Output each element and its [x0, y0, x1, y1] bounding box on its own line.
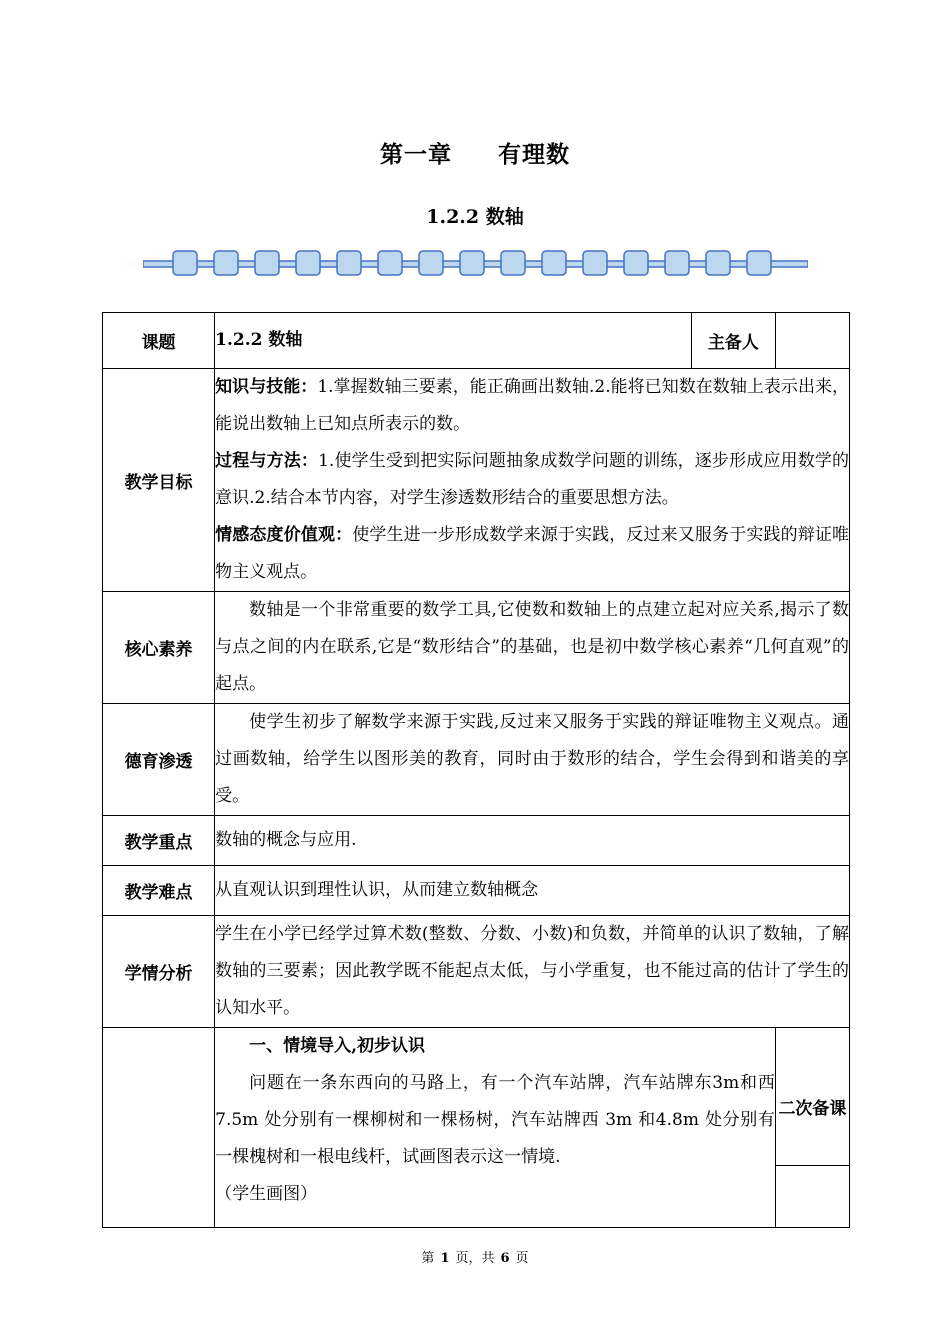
divider-bead	[173, 251, 197, 275]
divider-bead	[706, 251, 730, 275]
chapter-title	[0, 136, 950, 169]
topic-label: 课题	[103, 313, 215, 369]
objective-attitude: 情感态度价值观：使学生进一步形成数学来源于实践，反过来又服务于实践的辩证唯物主义观点。	[215, 525, 850, 582]
current-page: 1	[440, 1251, 450, 1266]
objective-process: 过程与方法：1.使学生受到把实际问题抽象成数学问题的训练，逐步形成应用数学的意识.2.结合本节内容，对学生渗透数形结合的重要思想方法。	[215, 451, 850, 508]
key-label: 教学重点	[103, 816, 215, 866]
divider-bead	[501, 251, 525, 275]
divider-bead	[460, 251, 484, 275]
objective-knowledge: 知识与技能：1.掌握数轴三要素，能正确画出数轴.2.能将已知数在数轴上表示出来，能说出数轴上已知点所表示的数。	[215, 377, 850, 434]
second-prep-cell	[775, 1028, 849, 1228]
objectives-label: 教学目标	[103, 369, 215, 592]
preparer-label: 主备人	[691, 313, 775, 369]
divider-bead	[583, 251, 607, 275]
topic-value: 1.2.2 数轴	[215, 313, 692, 369]
chapter-number: 第一章	[380, 141, 452, 168]
core-label: 核心素养	[103, 592, 215, 704]
divider-bead	[378, 251, 402, 275]
objectives-content	[215, 369, 850, 592]
core-text: 数轴是一个非常重要的数学工具,它使数和数轴上的点建立起对应关系,揭示了数与点之间的内在联系,它是“数形结合”的基础，也是初中数学核心素养“几何直观”的起点。	[215, 592, 850, 704]
analysis-text: 学生在小学已经学过算术数(整数、分数、小数)和负数，并简单的认识了数轴，了解数轴的三要素；因此教学既不能起点太低，与小学重复，也不能过高的估计了学生的认知水平。	[215, 916, 850, 1028]
row-moral	[103, 704, 850, 816]
divider-bead	[337, 251, 361, 275]
moral-label: 德育渗透	[103, 704, 215, 816]
chapter-name: 有理数	[498, 141, 570, 168]
divider-bead	[296, 251, 320, 275]
divider-bead	[419, 251, 443, 275]
key-text: 数轴的概念与应用.	[215, 816, 850, 866]
row-process	[103, 1028, 850, 1228]
difficulty-text: 从直观认识到理性认识，从而建立数轴概念	[215, 866, 850, 916]
analysis-label: 学情分析	[103, 916, 215, 1028]
divider-bead	[214, 251, 238, 275]
second-prep-label: 二次备课	[776, 1089, 849, 1166]
total-pages: 6	[500, 1251, 510, 1266]
difficulty-label: 教学难点	[103, 866, 215, 916]
row-key	[103, 816, 850, 866]
row-objectives	[103, 369, 850, 592]
process-content	[215, 1028, 776, 1228]
divider-beads	[173, 251, 771, 275]
process-heading: 一、情境导入,初步认识	[249, 1036, 426, 1056]
divider-bead	[747, 251, 771, 275]
row-topic	[103, 313, 850, 369]
section-title: 1.2.2 数轴	[426, 206, 524, 228]
process-label-empty	[103, 1028, 215, 1228]
process-text: 问题在一条东西向的马路上，有一个汽车站牌，汽车站牌东3m和西 7.5m 处分别有一棵柳树和一棵杨树，汽车站牌西 3m 和4.8m 处分别有一棵槐树和一根电线杆，试画图表示这一情境.	[215, 1073, 775, 1167]
lesson-plan-table	[102, 312, 850, 1228]
divider-bead	[624, 251, 648, 275]
page-footer: 第 1 页，共 6 页	[421, 1251, 529, 1266]
divider-bead	[255, 251, 279, 275]
decorative-bead-divider	[143, 248, 808, 280]
row-difficulty	[103, 866, 850, 916]
row-core	[103, 592, 850, 704]
divider-bead	[665, 251, 689, 275]
preparer-value	[775, 313, 849, 369]
divider-bead	[542, 251, 566, 275]
row-analysis	[103, 916, 850, 1028]
process-note: （学生画图）	[215, 1184, 318, 1204]
moral-text: 使学生初步了解数学来源于实践,反过来又服务于实践的辩证唯物主义观点。通过画数轴，给学生以图形美的教育，同时由于数形的结合，学生会得到和谐美的享受。	[215, 704, 850, 816]
